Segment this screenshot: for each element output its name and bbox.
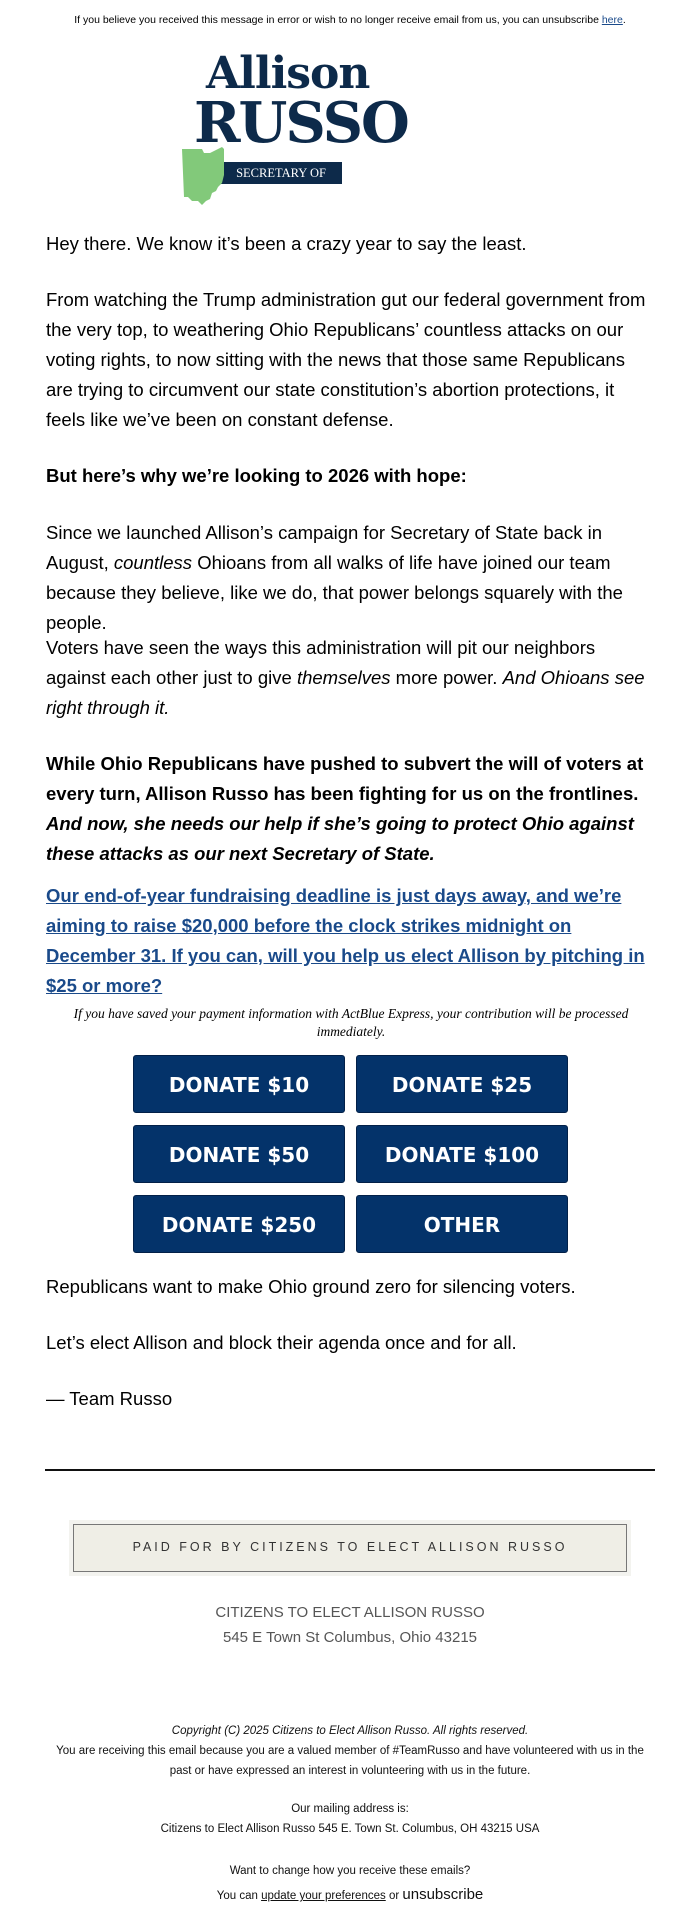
paragraph-4 (46, 633, 656, 723)
ohio-state-icon (182, 147, 226, 207)
greeting-text: Hey there. We know it’s been a crazy year to say the least. (46, 233, 527, 254)
organization-info (0, 1600, 700, 1650)
paragraph-2 (46, 461, 656, 491)
notice-text: If you believe you received this message in error or wish to no longer receive email from us, you can unsubscribe (74, 14, 599, 26)
actblue-note: If you have saved your payment information with ActBlue Express, your contribution will be processed immediately. (73, 1006, 629, 1039)
paragraph-6 (46, 1272, 656, 1302)
or-text: or (388, 1890, 400, 1902)
p4-text-a: Voters have seen the ways this administration will pit our neighbors against each other just to give (46, 637, 596, 688)
paragraph-2-text: But here’s why we’re looking to 2026 with hope: (46, 465, 467, 486)
paragraph-6-text: Republicans want to make Ohio ground zero for silencing voters. (46, 1276, 576, 1297)
org-name: CITIZENS TO ELECT ALLISON RUSSO (215, 1604, 485, 1621)
footer-copyright (0, 1721, 700, 1781)
donate-50-button[interactable]: DONATE $50 (133, 1125, 345, 1183)
divider (45, 1469, 655, 1471)
org-address: 545 E Town St Columbus, Ohio 43215 (222, 1629, 478, 1646)
campaign-logo (180, 48, 408, 208)
unsubscribe-link[interactable]: unsubscribe (402, 1886, 484, 1903)
subscription-reason: You are receiving this email because you are a valued member of #TeamRusso and have volunteered with us in the past or have expressed an interest in volunteering with us in the future. (56, 1745, 644, 1777)
fundraising-cta-link[interactable]: Our end-of-year fundraising deadline is just days away, and we’re aiming to raise $20,000 before the clock strikes midnight on December 31. If you can, will you help us elect Allison by pitching in $25 or more? (46, 885, 645, 996)
donate-250-button[interactable]: DONATE $250 (133, 1195, 345, 1253)
p3-emphasis: countless (113, 552, 193, 573)
paragraph-5 (46, 749, 656, 869)
greeting (46, 229, 656, 259)
p3-text-a: Since we launched Allison’s campaign for Secretary of State back in August, (46, 522, 602, 573)
change-prompt: Want to change how you receive these emails? (229, 1865, 471, 1877)
unsubscribe-notice (0, 14, 700, 26)
paragraph-3 (46, 518, 656, 638)
signoff-text: — Team Russo (46, 1388, 173, 1409)
logo-last-name: RUSSO (194, 90, 408, 156)
update-preferences-link[interactable]: update your preferences (261, 1890, 386, 1902)
you-can-text: You can (216, 1890, 258, 1902)
footer-mailing (0, 1799, 700, 1839)
paragraph-7 (46, 1328, 656, 1358)
paragraph-7-text: Let’s elect Allison and block their agenda once and for all. (46, 1332, 517, 1353)
logo-first-name: Allison (206, 48, 370, 99)
mailing-label: Our mailing address is: (291, 1803, 409, 1815)
paragraph-1 (46, 285, 656, 435)
p4-text-b: more power. (395, 667, 498, 688)
p5-bold: While Ohio Republicans have pushed to subvert the will of voters at every turn, Allison Russo has been fighting for us on the frontlines. (46, 753, 644, 804)
p3-text-b: Ohioans from all walks of life have joined our team because they believe, like we do, that power belongs squarely with the people. (46, 552, 623, 633)
p4-emphasis: themselves (296, 667, 391, 688)
paid-for-disclaimer: PAID FOR BY CITIZENS TO ELECT ALLISON RUSSO (73, 1524, 627, 1572)
mailing-address: Citizens to Elect Allison Russo 545 E. Town St. Columbus, OH 43215 USA (160, 1823, 540, 1835)
donate-25-button[interactable]: DONATE $25 (356, 1055, 568, 1113)
p5-emphasis: And now, she needs our help if she’s going to protect Ohio against these attacks as our next Secretary of State. (46, 813, 634, 864)
paragraph-1-text: From watching the Trump administration gut our federal government from the very top, to weathering Ohio Republicans’ countless attacks on our voting rights, to now sitting with the news that those same Republicans are trying to circumvent our state constitution’s abortion protections, it feels like we’ve been on constant defense. (46, 289, 646, 430)
logo-tagline: SECRETARY OF STATE (220, 162, 342, 184)
donate-10-button[interactable]: DONATE $10 (133, 1055, 345, 1113)
p4-emphasis-2: And Ohioans see right through it. (46, 667, 645, 718)
unsubscribe-here-link[interactable]: here (601, 14, 623, 26)
copyright-text: Copyright (C) 2025 Citizens to Elect Allison Russo. All rights reserved. (171, 1725, 529, 1737)
footer-preferences (0, 1859, 700, 1908)
donate-other-button[interactable]: OTHER (356, 1195, 568, 1253)
notice-end: . (622, 14, 626, 26)
cta-paragraph (46, 881, 656, 1001)
signoff (46, 1384, 656, 1414)
donate-100-button[interactable]: DONATE $100 (356, 1125, 568, 1183)
